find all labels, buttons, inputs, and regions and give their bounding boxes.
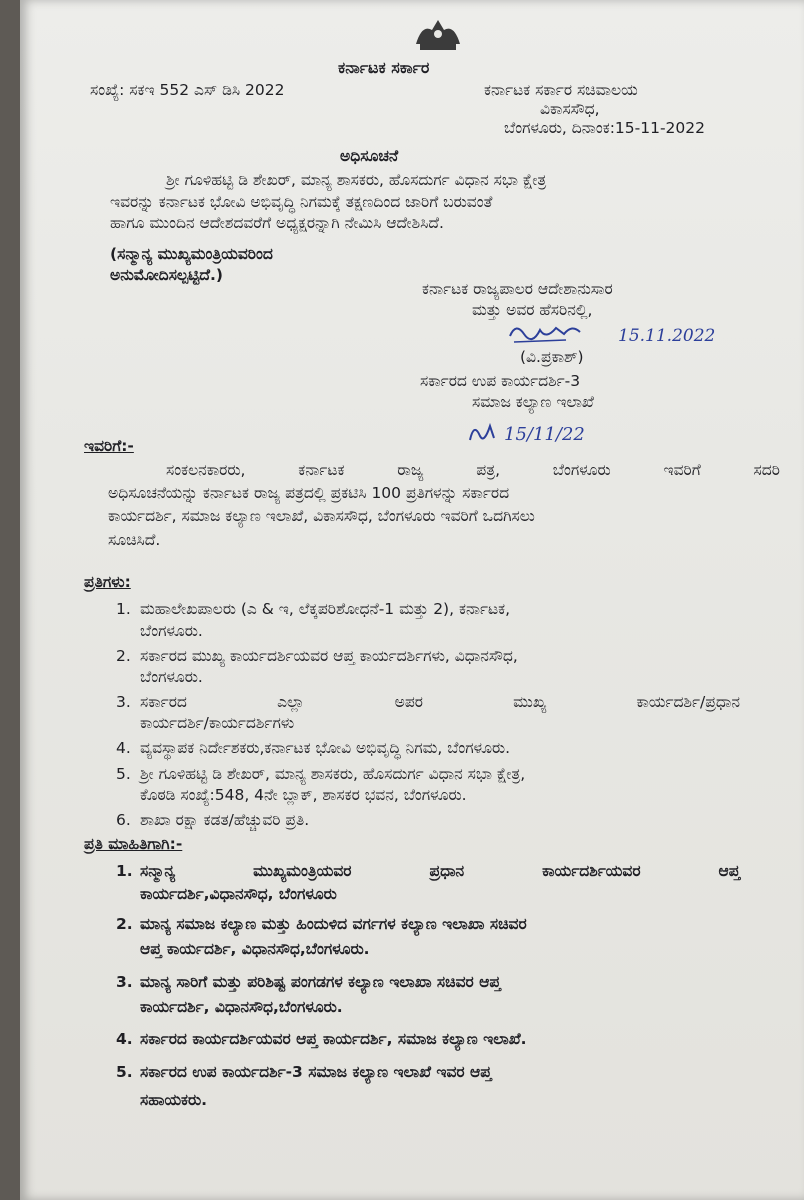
list-item: ಕೊಠಡಿ ಸಂಖ್ಯೆ:548, 4ನೇ ಬ್ಲಾಕ್, ಶಾಸಕರ ಭವನ, ಬೆಂಗಳೂರು. [140,786,467,804]
state-emblem-icon [412,14,464,54]
list-word: ಮುಖ್ಯಮಂತ್ರಿಯವರ [253,862,352,880]
list-word: ಆಪ್ತ [718,862,740,880]
initial-scribble [466,418,506,446]
list-item-justified [140,861,740,881]
list-item: ಸರ್ಕಾರದ ಮುಖ್ಯ ಕಾರ್ಯದರ್ಶಿಯವರ ಆಪ್ತ ಕಾರ್ಯದರ್ಶಿಗಳು, ವಿಧಾನಸೌಧ, [140,647,518,665]
signature-scribble [506,318,586,348]
list-item: ಕಾರ್ಯದರ್ಶಿ, ವಿಧಾನಸೌಧ,ಬೆಂಗಳೂರು. [140,998,343,1016]
list-word: ಸರ್ಕಾರದ [140,693,187,711]
to-line: ಸೂಚಿಸಿದೆ. [108,531,161,549]
list-number: 1. [116,600,131,618]
signatory-designation: ಸರ್ಕಾರದ ಉಪ ಕಾರ್ಯದರ್ಶಿ-3 [420,372,581,390]
to-heading: ಇವರಿಗೆ:- [84,437,134,455]
list-item: ಮಾನ್ಯ ಸಮಾಜ ಕಲ್ಯಾಣ ಮತ್ತು ಹಿಂದುಳಿದ ವರ್ಗಗಳ ಕಲ್ಯಾಣ ಇಲಾಖಾ ಸಚಿವರ [140,915,527,933]
list-item: ಸರ್ಕಾರದ ಕಾರ್ಯದರ್ಶಿಯವರ ಆಪ್ತ ಕಾರ್ಯದರ್ಶಿ, ಸಮಾಜ ಕಲ್ಯಾಣ ಇಲಾಖೆ. [140,1030,527,1048]
list-number: 2. [116,915,133,933]
to-word: ಸಂಕಲನಕಾರರು, [166,461,246,479]
list-number: 4. [116,1030,133,1048]
order-line: ಮತ್ತು ಅವರ ಹೆಸರಿನಲ್ಲಿ, [472,301,593,319]
list-item-justified [140,692,740,712]
to-line: ಅಧಿಸೂಚನೆಯನ್ನು ಕರ್ನಾಟಕ ರಾಜ್ಯ ಪತ್ರದಲ್ಲಿ ಪ್ರಕಟಿಸಿ 100 ಪ್ರತಿಗಳನ್ನು ಸರ್ಕಾರದ [108,484,510,502]
list-number: 4. [116,739,131,757]
list-item: ಆಪ್ತ ಕಾರ್ಯದರ್ಶಿ, ವಿಧಾನಸೌಧ,ಬೆಂಗಳೂರು. [140,940,370,958]
signatory-department: ಸಮಾಜ ಕಲ್ಯಾಣ ಇಲಾಖೆ [472,393,594,411]
to-word: ಸದರಿ [753,461,780,479]
list-word: ಮುಖ್ಯ [513,693,547,711]
notification-title: ಅಧಿಸೂಚನೆ [340,147,399,165]
list-number: 5. [116,1063,133,1081]
to-word: ಬೆಂಗಳೂರು [552,461,611,479]
list-item: ವ್ಯವಸ್ಥಾಪಕ ನಿರ್ದೇಶಕರು,ಕರ್ನಾಟಕ ಭೋವಿ ಅಭಿವೃದ್ಧಿ ನಿಗಮ, ಬೆಂಗಳೂರು. [140,739,511,757]
list-word: ಕಾರ್ಯದರ್ಶಿ/ಪ್ರಧಾನ [636,693,740,711]
list-word: ಕಾರ್ಯದರ್ಶಿಯವರ [542,862,641,880]
list-number: 3. [116,693,131,711]
to-word: ಪತ್ರ, [476,461,500,479]
document-page [20,0,804,1200]
list-word: ಸನ್ಮಾನ್ಯ [140,862,176,880]
order-line: ಕರ್ನಾಟಕ ರಾಜ್ಯಪಾಲರ ಆದೇಶಾನುಸಾರ [422,280,613,298]
office-building: ವಿಕಾಸಸೌಧ, [540,100,600,118]
list-number: 1. [116,862,133,880]
handwritten-date: 15.11.2022 [618,326,716,346]
list-number: 5. [116,765,131,783]
notification-body-line: ಇವರನ್ನು ಕರ್ನಾಟಕ ಭೋವಿ ಅಭಿವೃದ್ಧಿ ನಿಗಮಕ್ಕೆ ತಕ್ಷಣದಿಂದ ಜಾರಿಗೆ ಬರುವಂತೆ [110,193,493,211]
list-word: ಅಪರ [394,693,423,711]
list-item: ಶಾಖಾ ರಕ್ಷಾ ಕಡತ/ಹೆಚ್ಚುವರಿ ಪ್ರತಿ. [140,811,310,829]
list-item: ಮಾನ್ಯ ಸಾರಿಗೆ ಮತ್ತು ಪರಿಶಿಷ್ಟ ಪಂಗಡಗಳ ಕಲ್ಯಾಣ ಇಲಾಖಾ ಸಚಿವರ ಆಪ್ತ [140,973,501,991]
list-word: ಎಲ್ಲಾ [277,693,305,711]
to-word: ರಾಜ್ಯ [397,461,424,479]
notification-body-line: ಶ್ರೀ ಗೂಳಿಹಟ್ಟಿ ಡಿ ಶೇಖರ್, ಮಾನ್ಯ ಶಾಸಕರು, ಹೊಸದುರ್ಗ ವಿಧಾನ ಸಭಾ ಕ್ಷೇತ್ರ [166,171,547,189]
list-item: ಕಾರ್ಯದರ್ಶಿ/ಕಾರ್ಯದರ್ಶಿಗಳು [140,714,295,732]
info-heading: ಪ್ರತಿ ಮಾಹಿತಿಗಾಗಿ:- [84,835,183,853]
list-item: ಕಾರ್ಯದರ್ಶಿ,ವಿಧಾನಸೌಧ, ಬೆಂಗಳೂರು [140,885,337,903]
copies-heading: ಪ್ರತಿಗಳು: [84,573,131,591]
to-word: ಕರ್ನಾಟಕ [298,461,345,479]
list-item: ಸಹಾಯಕರು. [140,1091,208,1109]
initial-date: 15/11/22 [504,424,585,445]
list-item: ಶ್ರೀ ಗೂಳಿಹಟ್ಟಿ ಡಿ ಶೇಖರ್, ಮಾನ್ಯ ಶಾಸಕರು, ಹೊಸದುರ್ಗ ವಿಧಾನ ಸಭಾ ಕ್ಷೇತ್ರ, [140,765,526,783]
list-item: ಬೆಂಗಳೂರು. [140,668,203,686]
list-item: ಮಹಾಲೇಖಪಾಲರು (ಎ & ಇ, ಲೆಕ್ಕಪರಿಶೋಧನೆ-1 ಮತ್ತು 2), ಕರ್ನಾಟಕ, [140,600,511,618]
to-word: ಇವರಿಗೆ [663,461,701,479]
to-line: ಕಾರ್ಯದರ್ಶಿ, ಸಮಾಜ ಕಲ್ಯಾಣ ಇಲಾಖೆ, ವಿಕಾಸಸೌಧ, ಬೆಂಗಳೂರು ಇವರಿಗೆ ಒದಗಿಸಲು [108,507,535,525]
list-number: 6. [116,811,131,829]
list-number: 2. [116,647,131,665]
office-name: ಕರ್ನಾಟಕ ಸರ್ಕಾರ ಸಚಿವಾಲಯ [484,81,638,99]
notification-body-line: ಹಾಗೂ ಮುಂದಿನ ಆದೇಶದವರೆಗೆ ಅಧ್ಯಕ್ಷರನ್ನಾಗಿ ನೇಮಿಸಿ ಆದೇಶಿಸಿದೆ. [110,214,444,232]
reference-number: ಸಂಖ್ಯೆ: ಸಕಇ 552 ಎಸ್ ಡಿಸಿ 2022 [90,81,285,99]
government-title: ಕರ್ನಾಟಕ ಸರ್ಕಾರ [338,58,430,77]
approval-note: ಅನುಮೋದಿಸಲ್ಪಟ್ಟಿದೆ.) [110,266,224,284]
approval-note: (ಸನ್ಮಾನ್ಯ ಮುಖ್ಯಮಂತ್ರಿಯವರಿಂದ [110,245,273,263]
list-number: 3. [116,973,133,991]
to-line-justified [166,460,780,480]
place-date: ಬೆಂಗಳೂರು, ದಿನಾಂಕ:15-11-2022 [504,119,705,137]
list-item: ಬೆಂಗಳೂರು. [140,622,203,640]
signatory-name: (ವಿ.ಪ್ರಕಾಶ್) [520,348,584,366]
list-item: ಸರ್ಕಾರದ ಉಪ ಕಾರ್ಯದರ್ಶಿ-3 ಸಮಾಜ ಕಲ್ಯಾಣ ಇಲಾಖೆ ಇವರ ಆಪ್ತ [140,1063,492,1081]
list-word: ಪ್ರಧಾನ [429,862,465,880]
